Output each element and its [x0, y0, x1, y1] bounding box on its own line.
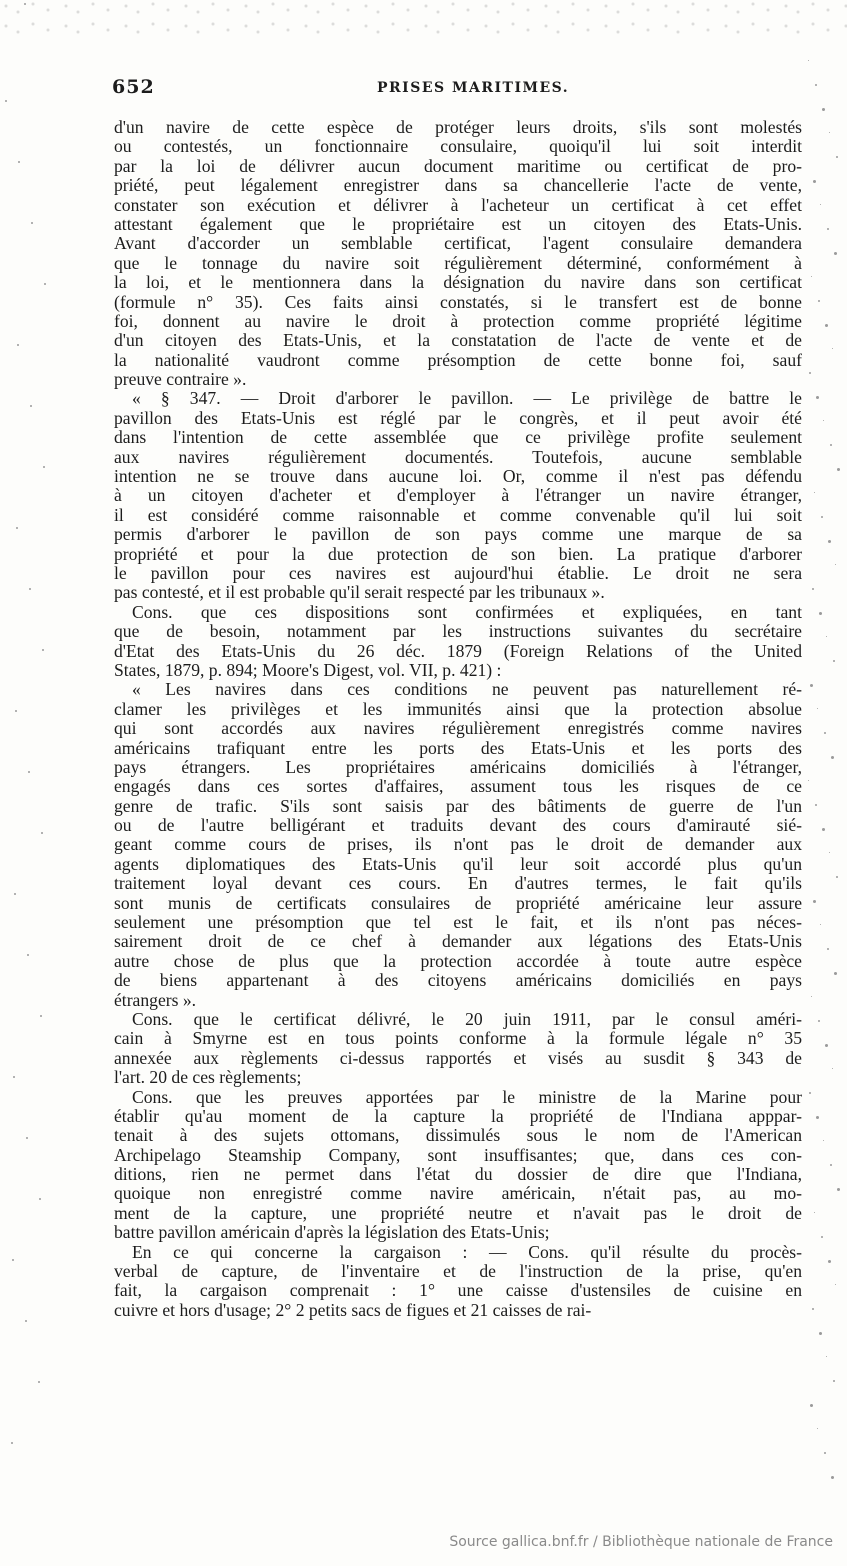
scan-speckle: [818, 1020, 820, 1022]
text-line: genre de trafic. S'ils sont saisis par des bâtiments de guerre de l'un: [114, 795, 802, 816]
text-line: En ce qui concerne la cargaison : — Cons. qu'il résulte du procès-: [132, 1241, 802, 1262]
scan-speckle: [16, 527, 18, 529]
scan-speckle: [819, 1332, 822, 1335]
scan-speckle: [815, 84, 817, 86]
scan-speckle: [818, 300, 820, 302]
text-line: verbal de capture, de l'inventaire et de l'instruction de la prise, qu'en: [114, 1261, 802, 1282]
scan-speckle: [17, 344, 19, 346]
text-line: battre pavillon américain d'après la législation des Etats-Unis;: [114, 1222, 550, 1243]
text-line: Cons. que les preuves apportées par le ministre de la Marine pour: [132, 1086, 802, 1107]
scan-speckle: [834, 972, 837, 975]
text-line: ou de l'autre belligérant et traduits devant des cours d'amirauté sié-: [114, 815, 802, 836]
scan-speckle: [823, 420, 824, 421]
scan-speckle: [11, 1442, 13, 1444]
text-line: (formule n° 35). Ces faits ainsi constatés, si le transfert est de bonne: [114, 291, 802, 312]
scan-speckle: [28, 771, 30, 773]
scan-speckle: [828, 1260, 831, 1263]
text-line: la loi, et le mentionnera dans la désignation du navire dans son certificat: [114, 272, 802, 293]
body-text: [114, 118, 802, 1320]
scan-speckle: [814, 1212, 815, 1213]
text-line: il est considéré comme raisonnable et comme convenable qu'il lui soit: [114, 504, 802, 525]
text-line: agents diplomatiques des Etats-Unis qu'il leur soit accordé plus qu'un: [114, 853, 802, 874]
text-line: l'art. 20 de ces règlements;: [114, 1067, 302, 1088]
text-line: constater son exécution et délivrer à l'acheteur un certificat à cet effet: [114, 194, 802, 215]
text-line: « § 347. — Droit d'arborer le pavillon. — Le privilège de battre le: [132, 388, 802, 409]
text-line: tenait à des sujets ottomans, dissimulés sous le nom de l'American: [114, 1125, 802, 1146]
scan-speckle: [835, 1284, 836, 1285]
scan-speckle: [837, 468, 840, 471]
text-line: annexée aux règlements ci-dessus rapportés et visés au susdit § 343 de: [114, 1047, 802, 1068]
text-line: ou contestés, un fonctionnaire consulaire, quoiqu'il lui soit interdit: [114, 136, 802, 157]
scan-speckle: [837, 1188, 840, 1191]
scan-speckle: [831, 1476, 834, 1479]
text-line: étrangers ».: [114, 989, 197, 1010]
scan-speckle: [814, 492, 815, 493]
text-line: engagés dans ces sortes d'affaires, assument tous les risques de ce: [114, 776, 802, 797]
scan-speckle: [829, 132, 830, 133]
scan-speckle: [40, 1015, 42, 1017]
scan-speckle: [826, 1356, 827, 1357]
scan-speckle: [836, 876, 838, 878]
text-line: cain à Smyrne est en tous points conforme à la formule légale n° 35: [114, 1028, 802, 1049]
text-line: Cons. que le certificat délivré, le 20 juin 1911, par le consul améri-: [132, 1008, 802, 1029]
scan-speckle: [18, 161, 20, 163]
scan-speckle: [810, 1404, 813, 1407]
text-line: de biens appartenant à des citoyens américains domiciliés en pays: [114, 970, 802, 991]
text-line: pays étrangers. Les propriétaires américains domiciliés à l'étranger,: [114, 756, 802, 777]
text-line: States, 1879, p. 894; Moore's Digest, vol. VII, p. 421) :: [114, 659, 502, 680]
scan-speckle: [24, 3, 26, 5]
scan-speckle: [816, 396, 819, 399]
scan-speckle: [30, 405, 32, 407]
text-line: d'un citoyen des Etats-Unis, et la constatation de l'acte de vente et de: [114, 330, 802, 351]
text-line: foi, donnent au navire le droit à protection comme propriété légitime: [114, 310, 802, 331]
scan-speckle: [832, 348, 833, 349]
scan-speckle: [811, 996, 812, 997]
scan-speckle: [824, 732, 826, 734]
text-line: ment de la capture, une propriété neutre et n'avait pas le droit de: [114, 1202, 802, 1223]
scan-speckle: [808, 60, 809, 61]
text-line: aux navires régulièrement documentés. Toutefois, aucune semblable: [114, 446, 802, 467]
running-head: [112, 76, 802, 102]
text-line: geant comme cours de prises, ils n'ont pas le droit de demander aux: [114, 834, 802, 855]
text-line: que de besoin, notamment par les instructions suivantes du secrétaire: [114, 621, 802, 642]
scan-speckle: [822, 828, 825, 831]
text-line: à un citoyen d'acheter et d'employer à l'étranger un navire étranger,: [114, 485, 802, 506]
text-line: traitement loyal devant ces cours. En d'autres termes, le fait qu'ils: [114, 873, 802, 894]
scan-speckle: [12, 1259, 14, 1261]
scan-speckle: [810, 684, 813, 687]
scan-speckle: [834, 252, 837, 255]
scan-speckle: [833, 660, 835, 662]
scan-speckle: [828, 540, 831, 543]
page-number: 652: [112, 76, 155, 98]
scan-speckle: [835, 564, 836, 565]
scan-speckle: [832, 1068, 833, 1069]
scan-speckle: [809, 1092, 811, 1094]
text-line: ditions, rien ne permet dans l'état du dossier de dire que l'Indiana,: [114, 1164, 802, 1185]
scan-speckle: [815, 804, 817, 806]
text-line: priété, peut légalement enregistrer dans sa chancellerie l'acte de vente,: [114, 175, 802, 196]
scan-speckle: [43, 466, 45, 468]
scan-speckle: [817, 1428, 818, 1429]
text-line: d'Etat des Etats-Unis du 26 déc. 1879 (Foreign Relations of the United: [114, 640, 802, 661]
text-line: que le tonnage du navire soit régulièrement déterminé, conformément à: [114, 252, 802, 273]
text-line: clamer les privilèges et les immunités ainsi que la protection absolue: [114, 698, 802, 719]
text-line: américains trafiquant entre les ports des Etats-Unis et les ports des: [114, 737, 802, 758]
text-line: Cons. que ces dispositions sont confirmées et expliquées, en tant: [132, 601, 802, 622]
scan-speckle: [26, 1137, 28, 1139]
text-line: établir qu'au moment de la capture la propriété de l'Indiana apppar-: [114, 1105, 802, 1126]
scan-speckle: [830, 1164, 832, 1166]
text-line: seulement une présomption que tel est le fait, et ils n'ont pas néces-: [114, 912, 802, 933]
scan-speckle: [31, 222, 33, 224]
scan-speckle: [820, 924, 821, 925]
scan-speckle: [14, 893, 16, 895]
scan-speckle: [812, 588, 814, 590]
scan-speckle: [817, 708, 818, 709]
text-line: sairement droit de ce chef à demander aux légations des Etats-Unis: [114, 931, 802, 952]
scan-speckle: [831, 756, 834, 759]
scan-speckle: [811, 276, 812, 277]
text-line: cuivre et hors d'usage; 2° 2 petits sacs de figues et 21 caisses de rai-: [114, 1299, 592, 1320]
text-line: intention ne se trouve dans aucune loi. Or, comme il n'est pas défendu: [114, 466, 802, 487]
text-line: « Les navires dans ces conditions ne peuvent pas naturellement ré-: [132, 679, 802, 700]
scan-speckle: [822, 108, 825, 111]
running-title: PRISES MARITIMES.: [377, 80, 570, 96]
scan-speckle: [15, 710, 17, 712]
scan-speckle: [826, 636, 827, 637]
scan-speckle: [833, 1380, 835, 1382]
text-line: Avant d'accorder un semblable certificat, l'agent consulaire demandera: [114, 233, 802, 254]
text-line: sont munis de certificats consulaires de propriété américaine leur assure: [114, 892, 802, 913]
scan-speckle: [809, 372, 811, 374]
text-line: autre chose de plus que la protection accordée à toute autre espèce: [114, 950, 802, 971]
scan-speckle: [38, 1381, 40, 1383]
scan-speckle: [808, 780, 809, 781]
text-line: d'un navire de cette espèce de protéger leurs droits, s'ils sont molestés: [114, 117, 802, 137]
scan-speckle: [813, 900, 816, 903]
scan-speckle: [44, 283, 46, 285]
scan-speckle: [836, 156, 838, 158]
scan-speckle: [825, 1044, 828, 1047]
text-line: par la loi de délivrer aucun document maritime ou certificat de pro-: [114, 155, 802, 176]
text-line: quoique non enregistré comme navire américain, n'était pas, au mo-: [114, 1183, 802, 1204]
scan-speckle: [827, 228, 829, 230]
scan-speckle: [39, 1198, 41, 1200]
scan-speckle: [829, 852, 830, 853]
text-line: preuve contraire ».: [114, 369, 247, 390]
text-line: pas contesté, et il est probable qu'il serait respecté par les tribunaux ».: [114, 582, 605, 603]
scan-speckle: [29, 588, 31, 590]
scan-speckle: [821, 516, 823, 518]
scan-speckle: [41, 832, 43, 834]
scan-speckle: [820, 204, 821, 205]
text-line: dans l'intention de cette assemblée que ce privilège profite seulement: [114, 427, 802, 448]
text-line: le pavillon pour ces navires est aujourd'hui établie. Le droit ne sera: [114, 562, 802, 583]
scan-speckle: [819, 612, 822, 615]
scan-speckle: [824, 1452, 826, 1454]
text-line: attestant également que le propriétaire est un citoyen des Etats-Unis.: [114, 213, 802, 234]
text-line: pavillon des Etats-Unis est réglé par le congrès, et il peut avoir été: [114, 407, 802, 428]
scan-speckle: [827, 948, 829, 950]
scan-speckle: [825, 324, 828, 327]
text-line: fait, la cargaison comprenait : 1° une caisse d'ustensiles de cuisine en: [114, 1280, 802, 1301]
scan-speckle: [823, 1140, 824, 1141]
scan-noise: [0, 0, 847, 40]
scan-speckle: [821, 1236, 823, 1238]
source-attribution: Source gallica.bnf.fr / Bibliothèque nationale de France: [449, 1534, 833, 1550]
text-line: propriété et pour la due protection de son bien. La pratique d'arborer: [114, 543, 802, 564]
text-line: permis d'arborer le pavillon de son pays comme une marque de sa: [114, 524, 802, 545]
scan-speckle: [27, 954, 29, 956]
scan-speckle: [42, 649, 44, 651]
text-line: Archipelago Steamship Company, sont insuffisantes; que, dans ces con-: [114, 1144, 802, 1165]
text-line: qui sont accordés aux navires régulièrement enregistrés comme navires: [114, 718, 802, 739]
scan-speckle: [25, 1320, 27, 1322]
scan-speckle: [812, 1308, 814, 1310]
text-line: la nationalité vaudront comme présomption de cette bonne foi, sauf: [114, 349, 802, 370]
scan-speckle: [5, 100, 7, 102]
scan-speckle: [830, 444, 832, 446]
scan-speckle: [816, 1116, 819, 1119]
scan-speckle: [813, 180, 816, 183]
scan-speckle: [13, 1076, 15, 1078]
